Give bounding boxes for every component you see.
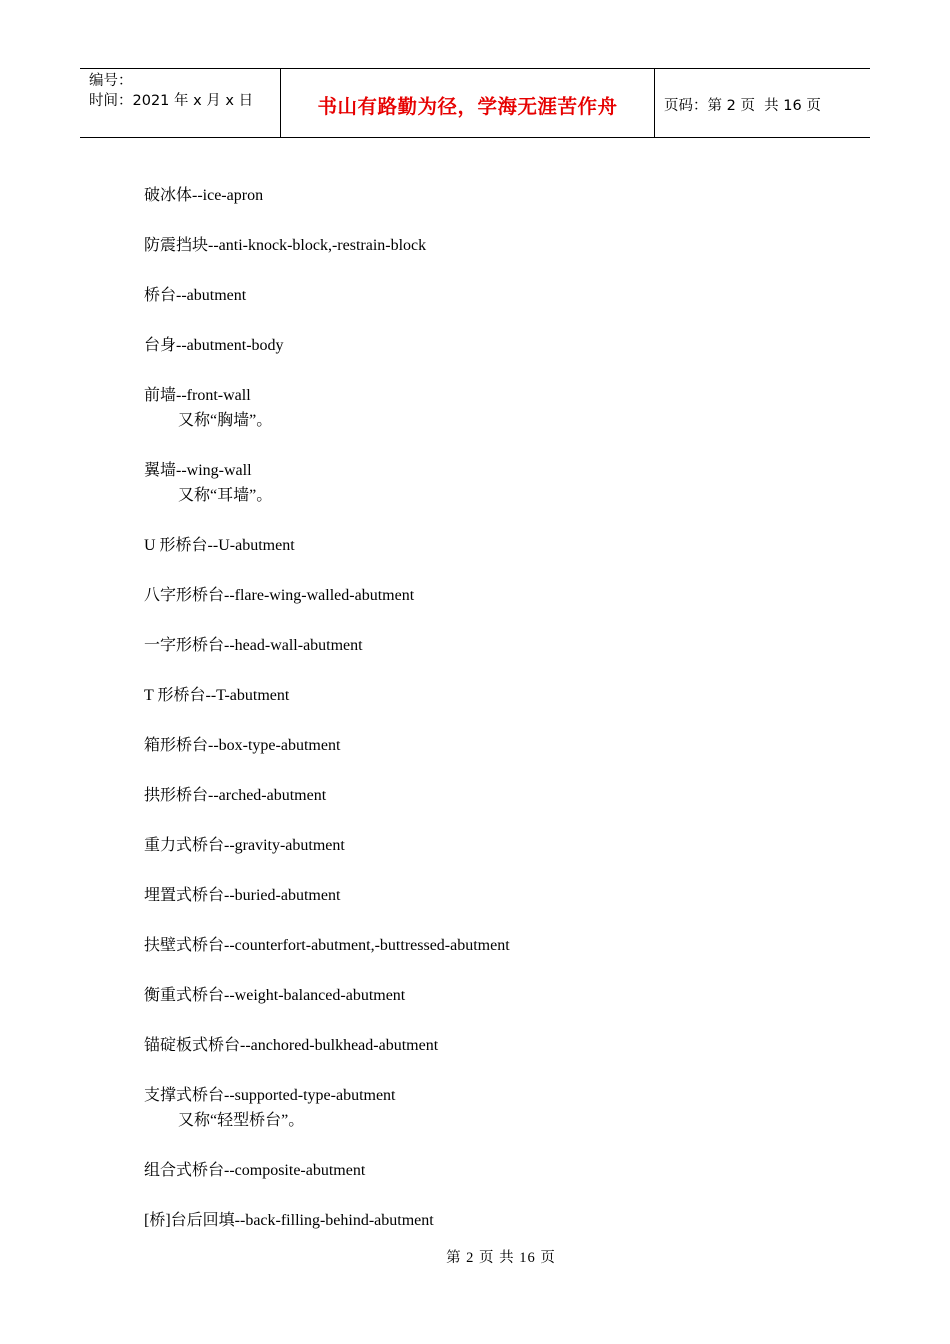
glossary-term: 支撑式桥台--supported-type-abutment bbox=[144, 1087, 396, 1104]
glossary-entry bbox=[144, 458, 864, 508]
glossary-term: 拱形桥台--arched-abutment bbox=[144, 787, 327, 804]
glossary-note: 又称“耳墙”。 bbox=[178, 487, 273, 504]
glossary-term: 桥台--abutment bbox=[144, 287, 247, 304]
header-motto: 书山有路勤为径，学海无涯苦作舟 bbox=[281, 69, 655, 137]
glossary-entry bbox=[144, 733, 864, 758]
glossary-entry bbox=[144, 583, 864, 608]
page-header bbox=[80, 68, 870, 138]
glossary-term: 衡重式桥台--weight-balanced-abutment bbox=[144, 987, 406, 1004]
page-footer: 第 2 页 共 16 页 bbox=[446, 1250, 556, 1266]
glossary-term: [桥]台后回填--back-filling-behind-abutment bbox=[144, 1212, 434, 1229]
glossary-term: 防震挡块--anti-knock-block,-restrain-block bbox=[144, 237, 427, 254]
glossary-term: 前墙--front-wall bbox=[144, 387, 251, 404]
document-date-label: 时间：2021 年 x 月 x 日 bbox=[89, 93, 254, 109]
glossary-entry bbox=[144, 683, 864, 708]
glossary-term: 一字形桥台--head-wall-abutment bbox=[144, 637, 363, 654]
glossary-entry bbox=[144, 283, 864, 308]
glossary-term: 埋置式桥台--buried-abutment bbox=[144, 887, 341, 904]
glossary-term: 翼墙--wing-wall bbox=[144, 462, 252, 479]
glossary-entry bbox=[144, 983, 864, 1008]
glossary-entry bbox=[144, 183, 864, 208]
glossary-entry bbox=[144, 633, 864, 658]
glossary-entry bbox=[144, 833, 864, 858]
header-meta bbox=[80, 69, 281, 137]
glossary-entry bbox=[144, 383, 864, 433]
glossary-entry bbox=[144, 883, 864, 908]
glossary-term: 锚碇板式桥台--anchored-bulkhead-abutment bbox=[144, 1037, 439, 1054]
glossary-entry bbox=[144, 233, 864, 258]
glossary-term: 扶壁式桥台--counterfort-abutment,-buttressed-abutment bbox=[144, 937, 510, 954]
glossary-entry bbox=[144, 333, 864, 358]
glossary-term: 组合式桥台--composite-abutment bbox=[144, 1162, 366, 1179]
glossary-list bbox=[144, 183, 864, 1258]
glossary-term: 箱形桥台--box-type-abutment bbox=[144, 737, 341, 754]
glossary-entry bbox=[144, 1083, 864, 1133]
document-number-label: 编号： bbox=[89, 73, 133, 89]
glossary-term: T 形桥台--T-abutment bbox=[144, 687, 290, 704]
glossary-term: U 形桥台--U-abutment bbox=[144, 537, 295, 554]
glossary-term: 台身--abutment-body bbox=[144, 337, 284, 354]
glossary-note: 又称“轻型桥台”。 bbox=[178, 1112, 305, 1129]
glossary-entry bbox=[144, 533, 864, 558]
glossary-entry bbox=[144, 933, 864, 958]
header-page-info: 页码：第 2 页 共 16 页 bbox=[664, 98, 821, 114]
glossary-note: 又称“胸墙”。 bbox=[178, 412, 273, 429]
glossary-entry bbox=[144, 1208, 864, 1233]
glossary-entry bbox=[144, 1158, 864, 1183]
glossary-term: 重力式桥台--gravity-abutment bbox=[144, 837, 345, 854]
glossary-term: 破冰体--ice-apron bbox=[144, 187, 264, 204]
glossary-term: 八字形桥台--flare-wing-walled-abutment bbox=[144, 587, 415, 604]
glossary-entry bbox=[144, 783, 864, 808]
glossary-entry bbox=[144, 1033, 864, 1058]
